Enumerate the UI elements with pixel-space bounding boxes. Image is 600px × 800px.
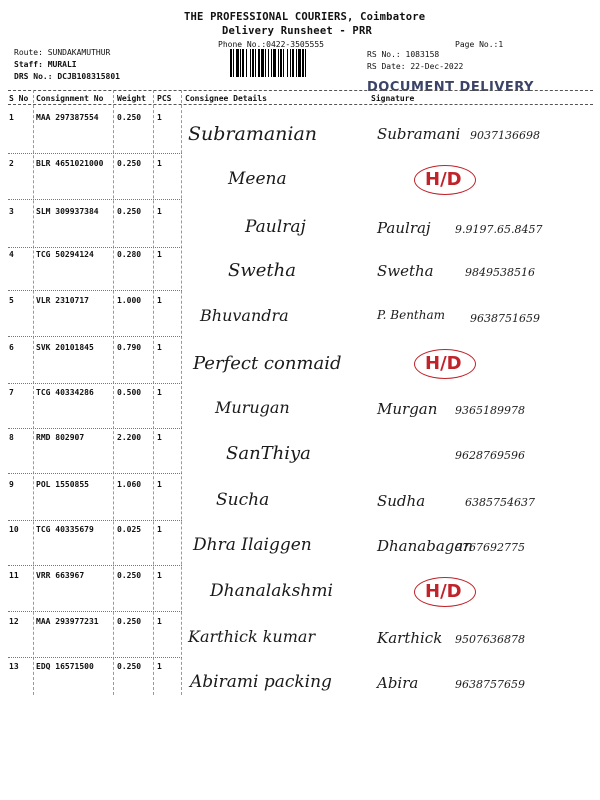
row-pcs: 1 [157, 113, 162, 122]
row-weight: 0.250 [117, 571, 142, 580]
row-separator [8, 428, 182, 429]
row-consignee-name: Bhuvandra [200, 306, 289, 325]
row-pcs: 1 [157, 207, 162, 216]
row-phone: 6385754637 [465, 496, 535, 509]
row-consignee-name: Sucha [216, 490, 270, 510]
company-title: THE PROFESSIONAL COURIERS, Coimbatore [184, 11, 426, 23]
row-weight: 0.280 [117, 250, 142, 259]
row-sno: 2 [9, 159, 14, 168]
row-signature: Abira [377, 674, 419, 692]
row-consignment-no: TCG 50294124 [36, 250, 94, 259]
row-weight: 0.250 [117, 617, 142, 626]
row-signature: Karthick [377, 629, 443, 647]
row-weight: 0.500 [117, 388, 142, 397]
row-weight: 0.250 [117, 113, 142, 122]
row-consignee-name: Paulraj [245, 217, 306, 237]
row-consignment-no: MAA 297387554 [36, 113, 99, 122]
row-signature: Swetha [377, 262, 434, 280]
phone-number: Phone No.:0422-3505555 [218, 40, 324, 49]
row-phone: 9.9197.65.8457 [455, 223, 543, 236]
row-consignment-no: MAA 293977231 [36, 617, 99, 626]
row-separator [8, 247, 182, 248]
header-bottom-rule [8, 104, 593, 105]
row-consignee-name: Perfect conmaid [193, 353, 342, 374]
row-sno: 1 [9, 113, 14, 122]
row-consignee-name: Abirami packing [190, 672, 332, 692]
row-signature: P. Bentham [377, 308, 446, 322]
row-separator [8, 473, 182, 474]
header-top-rule [8, 90, 593, 91]
row-weight: 1.000 [117, 296, 142, 305]
rs-number: RS No.: 1083158 [367, 50, 440, 59]
row-consignee-name: Dhanalakshmi [210, 581, 333, 601]
row-signature: Murgan [377, 400, 438, 418]
row-sno: 8 [9, 433, 14, 442]
row-weight: 0.790 [117, 343, 142, 352]
row-separator [8, 657, 182, 658]
row-phone: 9638757659 [455, 678, 525, 691]
col-consignee: Consignee Details [185, 94, 267, 103]
runsheet-subtitle: Delivery Runsheet - PRR [222, 25, 372, 37]
row-pcs: 1 [157, 388, 162, 397]
row-sno: 6 [9, 343, 14, 352]
row-hold-mark: H/D [425, 353, 462, 374]
row-separator [8, 383, 182, 384]
row-weight: 0.025 [117, 525, 142, 534]
row-signature: Subramani [377, 125, 461, 143]
row-separator [8, 153, 182, 154]
row-consignment-no: EDQ 16571500 [36, 662, 94, 671]
col-weight: Weight [117, 94, 146, 103]
col-signature: Signature [371, 94, 415, 103]
row-pcs: 1 [157, 159, 162, 168]
row-signature: Sudha [377, 492, 426, 510]
row-consignment-no: RMD 802907 [36, 433, 85, 442]
col-divider [113, 90, 114, 695]
row-consignee-name: Meena [228, 169, 287, 189]
row-consignment-no: VRR 663967 [36, 571, 85, 580]
row-hold-mark: H/D [425, 169, 462, 190]
row-consignment-no: TCG 40334286 [36, 388, 94, 397]
row-consignment-no: POL 1550855 [36, 480, 89, 489]
col-sno: S No [9, 94, 29, 103]
hold-circle [414, 577, 476, 607]
row-consignee-name: Dhra Ilaiggen [193, 535, 312, 555]
row-consignment-no: TCG 40335679 [36, 525, 94, 534]
col-divider [153, 90, 154, 695]
page-number: Page No.:1 [455, 40, 504, 49]
row-pcs: 1 [157, 617, 162, 626]
row-phone: 9849538516 [465, 266, 535, 279]
row-separator [8, 336, 182, 337]
staff-label: Staff: MURALI [14, 60, 77, 69]
row-consignment-no: SVK 20101845 [36, 343, 94, 352]
row-sno: 10 [9, 525, 19, 534]
row-sno: 4 [9, 250, 14, 259]
row-separator [8, 565, 182, 566]
row-consignee-name: Murugan [215, 398, 290, 417]
hold-circle [414, 349, 476, 379]
row-separator [8, 199, 182, 200]
row-sno: 11 [9, 571, 19, 580]
row-phone: 9767692775 [455, 541, 525, 554]
col-pcs: PCS [157, 94, 172, 103]
row-consignee-name: Swetha [228, 260, 296, 281]
row-pcs: 1 [157, 343, 162, 352]
row-consignment-no: BLR 4651021000 [36, 159, 104, 168]
rs-date: RS Date: 22-Dec-2022 [367, 62, 464, 71]
row-pcs: 1 [157, 250, 162, 259]
row-pcs: 1 [157, 662, 162, 671]
hold-circle [414, 165, 476, 195]
row-weight: 1.060 [117, 480, 142, 489]
row-pcs: 1 [157, 296, 162, 305]
row-hold-mark: H/D [425, 581, 462, 602]
row-consignee-name: Karthick kumar [188, 627, 316, 646]
row-pcs: 1 [157, 433, 162, 442]
row-separator [8, 520, 182, 521]
row-phone: 9628769596 [455, 449, 525, 462]
row-signature: Paulraj [377, 219, 431, 237]
row-phone: 9365189978 [455, 404, 525, 417]
row-weight: 0.250 [117, 662, 142, 671]
row-consignee-name: Subramanian [188, 123, 318, 145]
row-weight: 0.250 [117, 159, 142, 168]
row-sno: 13 [9, 662, 19, 671]
row-consignment-no: SLM 309937384 [36, 207, 99, 216]
document-delivery-stamp: DOCUMENT DELIVERY [367, 80, 534, 95]
row-phone: 9037136698 [470, 129, 540, 142]
row-phone: 9638751659 [470, 312, 540, 325]
row-sno: 9 [9, 480, 14, 489]
row-pcs: 1 [157, 480, 162, 489]
route-label: Route: SUNDAKAMUTHUR [14, 48, 111, 57]
drs-number: DRS No.: DCJB108315801 [14, 72, 120, 81]
col-divider [33, 90, 34, 695]
col-consignment: Consignment No [36, 94, 104, 103]
row-sno: 7 [9, 388, 14, 397]
row-pcs: 1 [157, 571, 162, 580]
row-weight: 2.200 [117, 433, 142, 442]
row-separator [8, 611, 182, 612]
row-separator [8, 290, 182, 291]
row-pcs: 1 [157, 525, 162, 534]
row-consignment-no: VLR 2310717 [36, 296, 89, 305]
row-signature: Dhanabagan [377, 537, 473, 555]
row-sno: 3 [9, 207, 14, 216]
row-sno: 12 [9, 617, 19, 626]
row-weight: 0.250 [117, 207, 142, 216]
row-sno: 5 [9, 296, 14, 305]
barcode-image [230, 49, 362, 79]
row-consignee-name: SanThiya [226, 443, 311, 464]
row-phone: 9507636878 [455, 633, 525, 646]
col-divider [181, 90, 182, 695]
